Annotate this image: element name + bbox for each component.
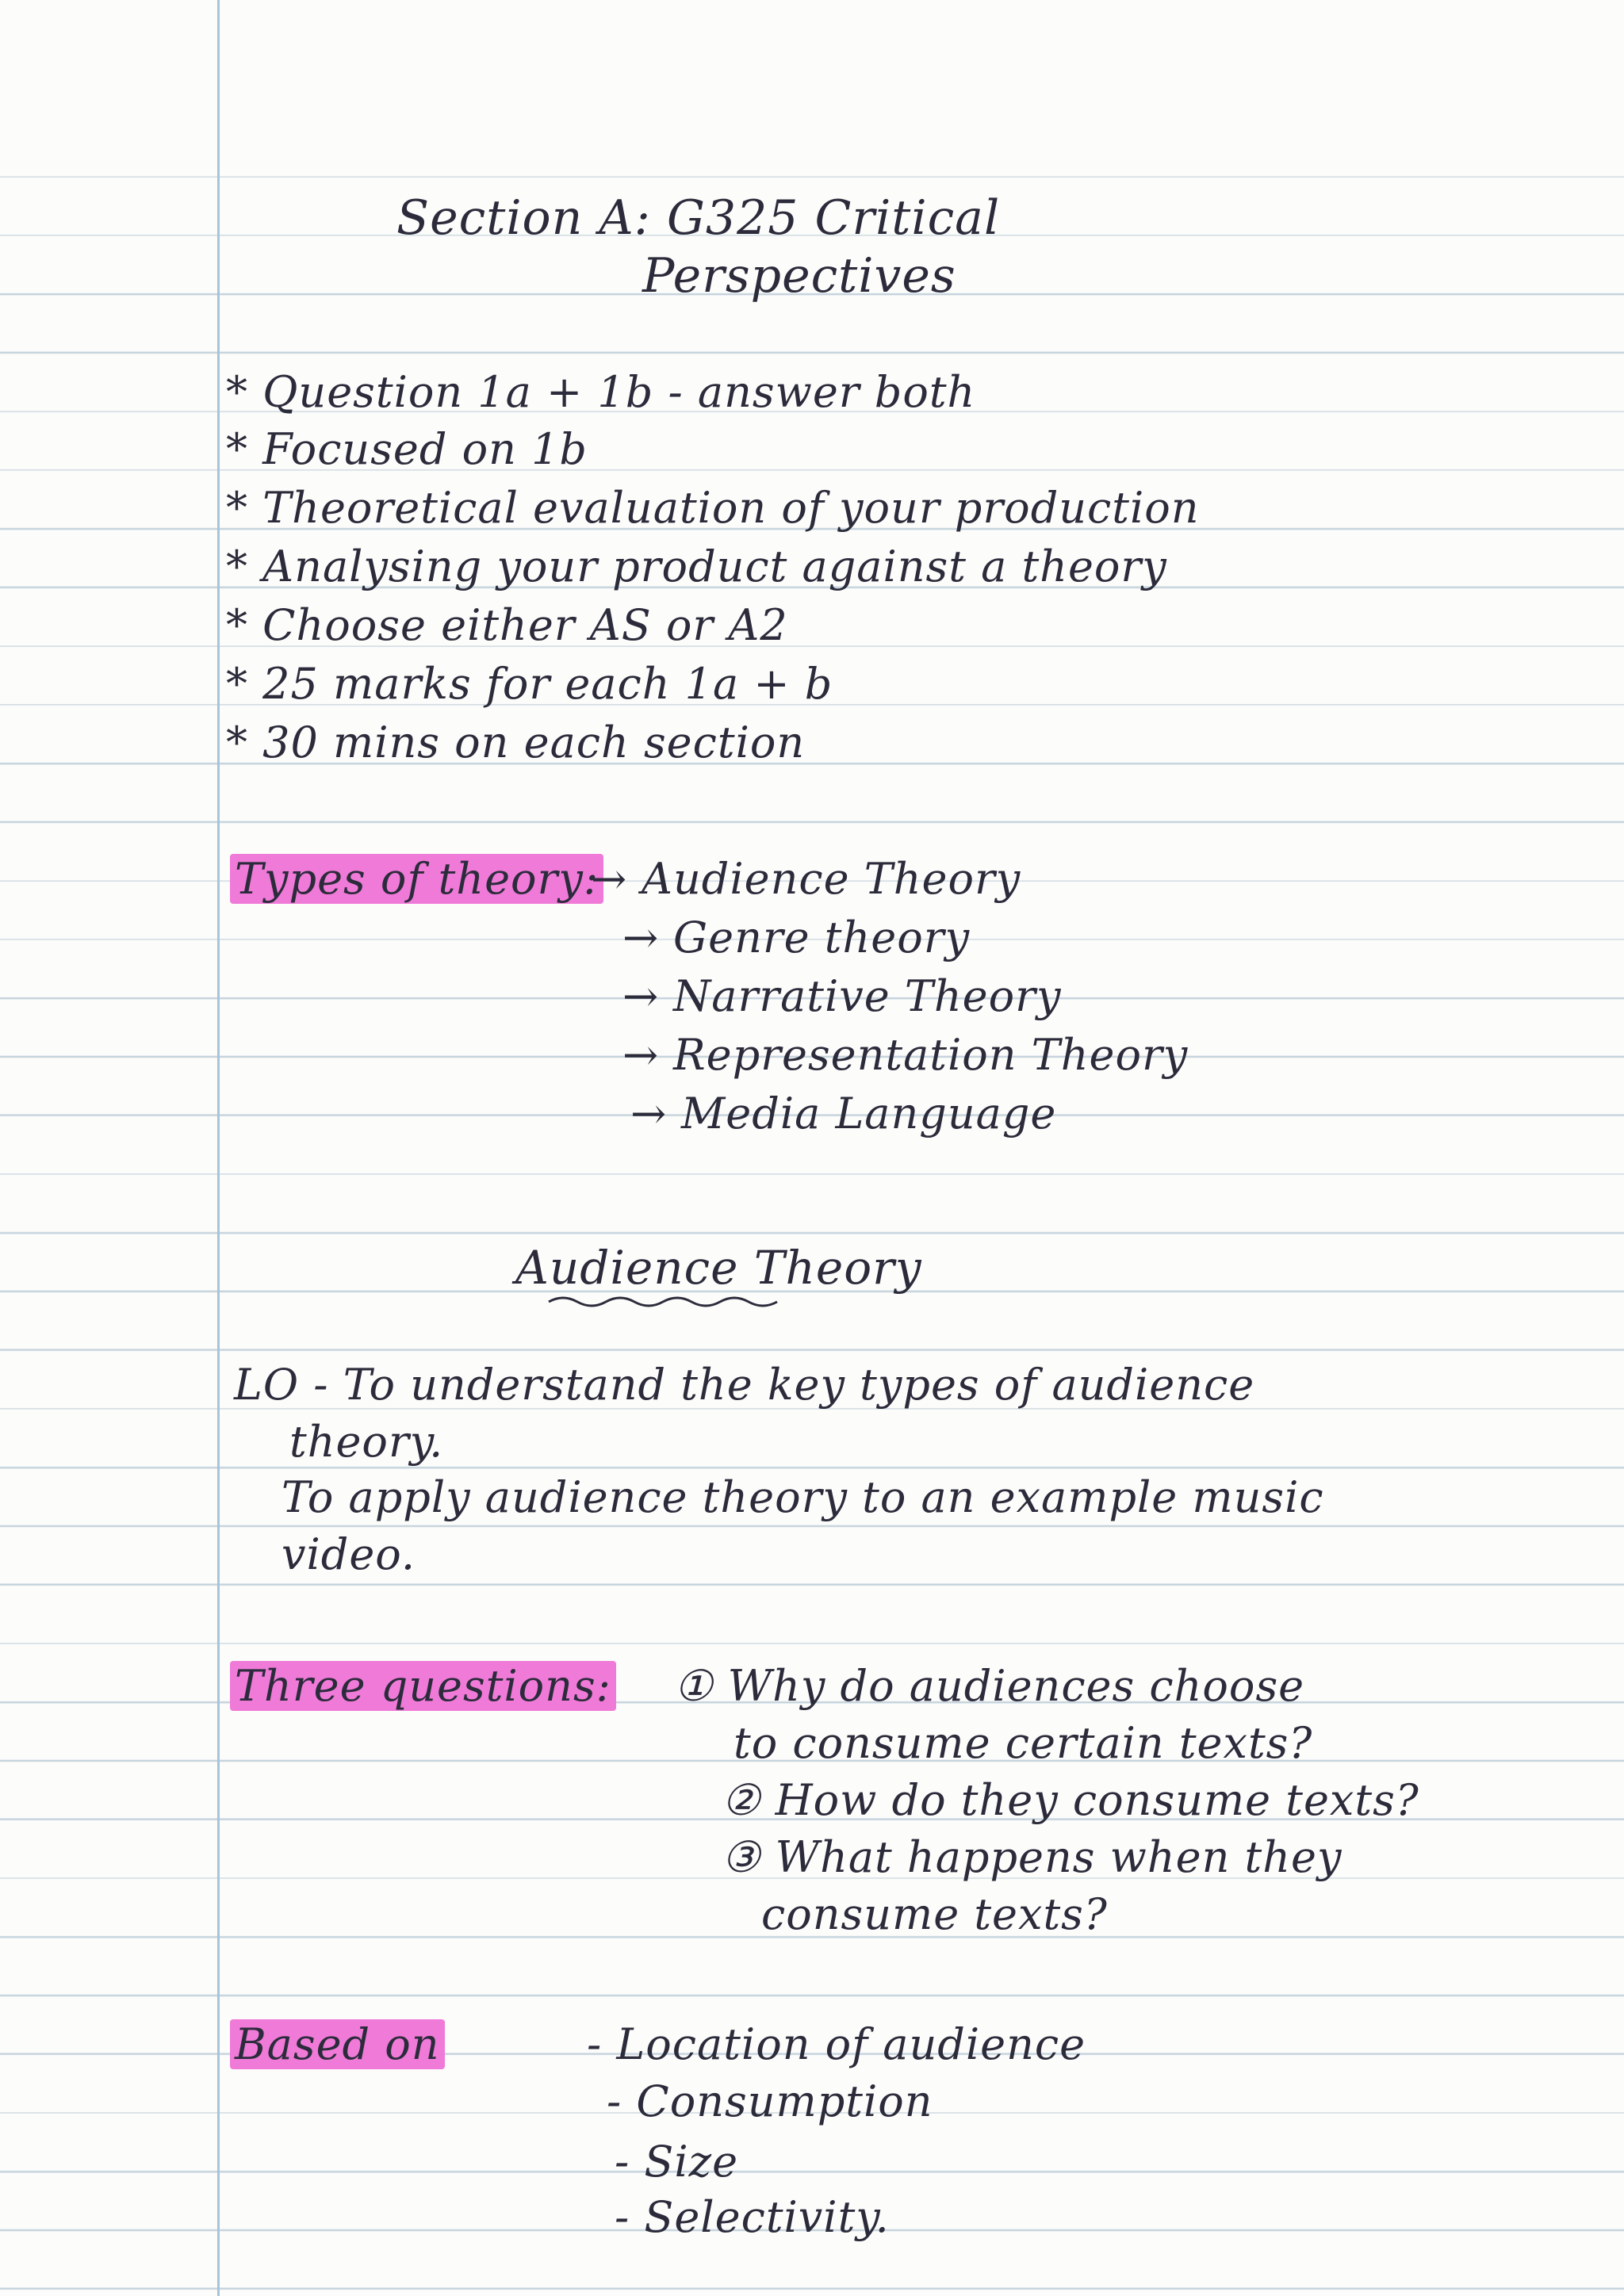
lo-line-1 <box>234 1360 1255 1410</box>
types-item-3 <box>622 971 1062 1021</box>
margin-line <box>217 0 220 2296</box>
types-item-text: Genre theory <box>673 913 971 962</box>
lo-prefix: LO - <box>234 1360 329 1410</box>
types-item-text: Representation Theory <box>673 1030 1189 1080</box>
arrow-icon: → <box>622 913 660 962</box>
question-3-line-2: consume texts? <box>761 1889 1108 1939</box>
bullet-2: * Focused on 1b <box>226 424 588 474</box>
lo-line-2: theory. <box>289 1417 444 1467</box>
types-label <box>230 854 603 904</box>
based-on-label <box>230 2019 445 2069</box>
bullet-7: * 30 mins on each section <box>226 718 806 767</box>
question-2: ② How do they consume texts? <box>722 1775 1419 1825</box>
questions-label <box>230 1661 616 1711</box>
question-1-line-1: ① Why do audiences choose <box>674 1661 1305 1711</box>
based-on-item-1: - Location of audience <box>587 2019 1086 2069</box>
types-label-highlight: Types of theory: <box>230 854 603 904</box>
lo-text-1: To understand the key types of audience <box>343 1360 1255 1410</box>
questions-label-highlight: Three questions: <box>230 1661 616 1711</box>
title-line-1: Section A: G325 Critical <box>396 190 1001 246</box>
arrow-icon: → <box>622 1030 660 1080</box>
bullet-5: * Choose either AS or A2 <box>226 600 788 650</box>
subheading-underline <box>547 1292 785 1310</box>
types-item-text: Audience Theory <box>642 854 1021 904</box>
lo-line-4: video. <box>282 1529 416 1579</box>
arrow-icon: → <box>630 1089 668 1138</box>
types-item-4 <box>622 1030 1189 1080</box>
title-line-2: Perspectives <box>642 248 956 304</box>
types-item-5 <box>630 1089 1057 1138</box>
arrow-icon: → <box>591 854 628 904</box>
bullet-1: * Question 1a + 1b - answer both <box>226 367 976 417</box>
based-on-item-3: - Size <box>615 2137 739 2187</box>
subheading: Audience Theory <box>515 1241 922 1295</box>
arrow-icon: → <box>622 971 660 1021</box>
question-3-line-1: ③ What happens when they <box>722 1832 1342 1882</box>
bullet-3: * Theoretical evaluation of your production <box>226 483 1200 533</box>
based-on-item-4: - Selectivity. <box>615 2192 890 2242</box>
based-on-label-highlight: Based on <box>230 2019 445 2069</box>
types-item-1 <box>591 854 1021 904</box>
bullet-4: * Analysing your product against a theory <box>226 541 1167 591</box>
bullet-6: * 25 marks for each 1a + b <box>226 659 833 709</box>
lo-line-3: To apply audience theory to an example music <box>282 1472 1324 1522</box>
based-on-item-2: - Consumption <box>607 2076 933 2126</box>
types-item-text: Narrative Theory <box>673 971 1062 1021</box>
question-1-line-2: to consume certain texts? <box>733 1718 1313 1768</box>
types-item-2 <box>622 913 971 962</box>
types-item-text: Media Language <box>681 1089 1057 1138</box>
